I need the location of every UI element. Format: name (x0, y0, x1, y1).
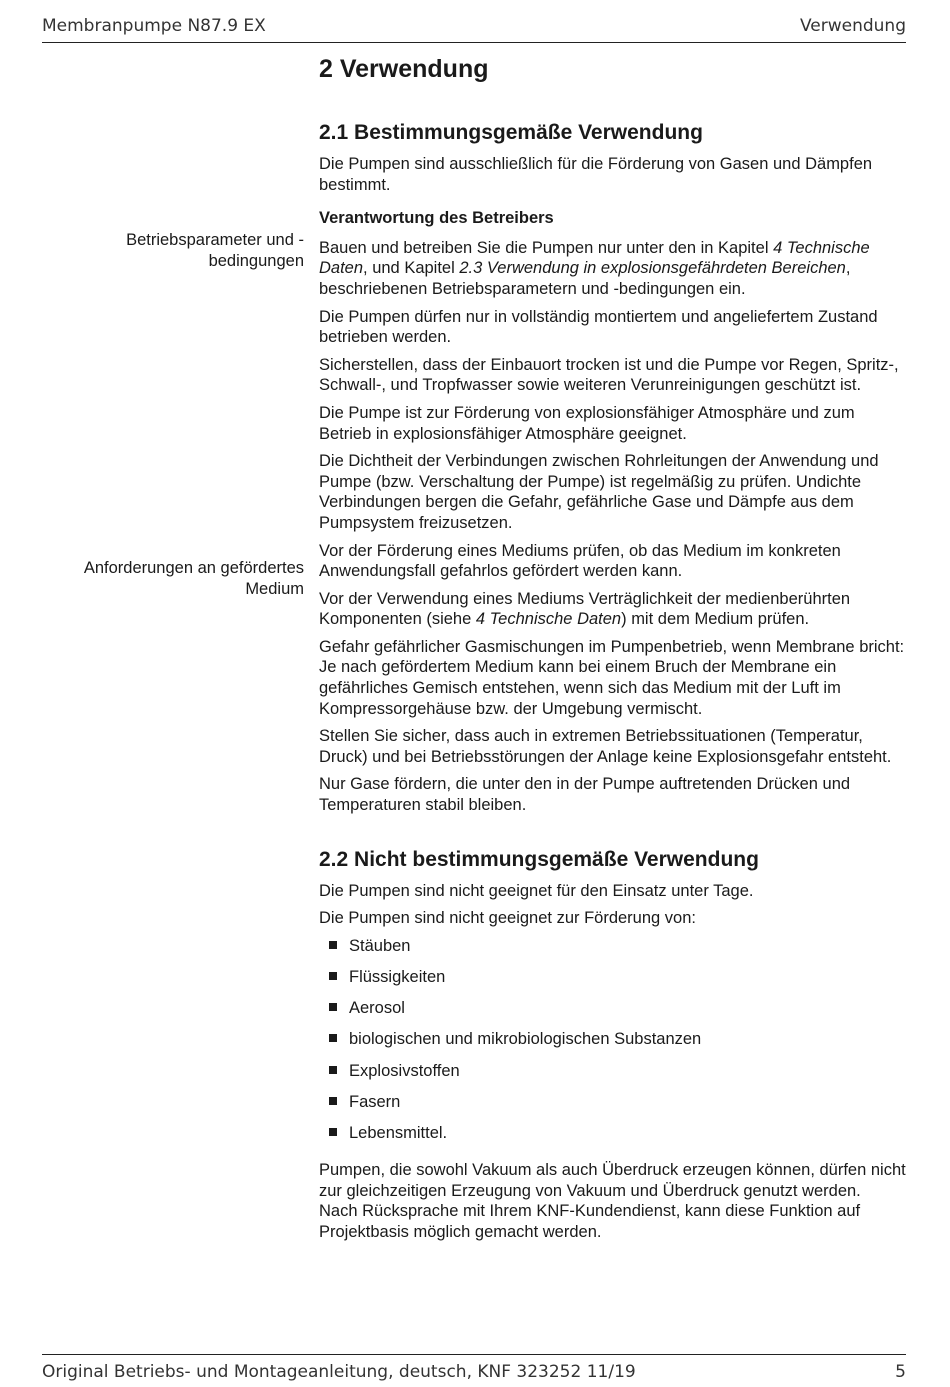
list-item: Flüssigkeiten (319, 967, 909, 998)
paragraph: Vor der Förderung eines Mediums prüfen, ob das Medium im konkreten Anwendungsfall gefahrlos gefördert werden kann. (319, 541, 841, 581)
text: , beschriebenen Betriebsparametern und -bedingungen ein. (319, 259, 851, 298)
paragraph: Die Pumpen dürfen nur in vollständig montiertem und angeliefertem Zustand betrieben werden. (319, 307, 878, 347)
section-title-intended-use: 2.1 Bestimmungsgemäße Verwendung (319, 121, 703, 144)
list-item: Lebensmittel. (319, 1123, 909, 1154)
section-title-improper-use: 2.2 Nicht bestimmungsgemäße Verwendung (319, 847, 759, 871)
header-section-name: Verwendung (799, 16, 906, 36)
header-rule (42, 42, 906, 43)
side-note-line: bedingungen (208, 251, 304, 270)
header-document-title: Membranpumpe N87.9 EX (42, 16, 266, 36)
cross-reference-link[interactable]: 4 Technische Daten (475, 610, 622, 629)
paragraph-compatibility (319, 589, 909, 630)
paragraph: Die Pumpe ist zur Förderung von explosionsfähiger Atmosphäre und zum Betrieb in explosionsfähiger Atmosphäre geeignet. (319, 403, 855, 443)
paragraph: Nur Gase fördern, die unter den in der Pumpe auftretenden Drücken und Temperaturen stabil bleiben. (319, 775, 851, 815)
side-note-line: Anforderungen an gefördertes (83, 559, 304, 577)
paragraph: Die Pumpen sind nicht geeignet zur Förderung von: (319, 909, 696, 928)
subheading-operator-responsibility: Verantwortung des Betreibers (319, 209, 554, 228)
chapter-title: 2 Verwendung (319, 55, 489, 83)
side-note-line: Betriebsparameter und - (126, 231, 304, 249)
list-item: Fasern (319, 1092, 909, 1123)
paragraph: Die Dichtheit der Verbindungen zwischen Rohrleitungen der Anwendung und Pumpe (bzw. Verschaltung der Pumpe) ist regelmäßig zu prüfen. Undichte Verbindungen bergen die Gefahr, gefährliche Gase und Dämpfe aus dem Pumpsystem freizusetzen. (319, 452, 879, 532)
side-note-medium-requirements (34, 558, 304, 599)
text: Bauen und betreiben Sie die Pumpen nur unter den in Kapitel (319, 238, 774, 257)
unsuitable-media-list (319, 936, 909, 1154)
text: ) mit dem Medium prüfen. (621, 610, 810, 629)
side-note-operating-parameters (34, 230, 304, 271)
footer-document-info: Original Betriebs- und Montageanleitung, deutsch, KNF 323252 11/19 (42, 1362, 636, 1382)
text: Vor der Verwendung eines Mediums Verträglichkeit der medienberührten Komponenten (siehe (319, 589, 851, 629)
list-item: biologischen und mikrobiologischen Substanzen (319, 1029, 909, 1060)
cross-reference-link[interactable]: 2.3 Verwendung in explosionsgefährdeten Bereichen (459, 259, 846, 278)
paragraph: Gefahr gefährlicher Gasmischungen im Pumpenbetrieb, wenn Membrane bricht: Je nach gefördertem Medium kann bei einem Bruch der Membrane ein gefährliches Gemisch entstehen, wenn sich das Medium mit der Luft im Kompressorgehäuse bzw. der Umgebung vermischt. (319, 637, 905, 718)
paragraph: Die Pumpen sind nicht geeignet für den Einsatz unter Tage. (319, 881, 754, 900)
list-item: Aerosol (319, 998, 909, 1029)
list-item: Explosivstoffen (319, 1061, 909, 1092)
page-number: 5 (895, 1362, 906, 1382)
side-note-line: Medium (245, 579, 304, 598)
text: , und Kapitel (363, 259, 460, 278)
list-item: Stäuben (319, 936, 909, 967)
paragraph: Pumpen, die sowohl Vakuum als auch Überdruck erzeugen können, dürfen nicht zur gleichzeitigen Erzeugung von Vakuum und Überdruck genutzt werden. (319, 1161, 906, 1200)
main-content (319, 54, 909, 1250)
paragraph: Sicherstellen, dass der Einbauort trocken ist und die Pumpe vor Regen, Spritz-, Schwall-, und Tropfwasser sowie weiteren Verunreinigungen geschützt ist. (319, 355, 899, 395)
paragraph-operating-parameters (319, 238, 909, 300)
paragraph: Stellen Sie sicher, dass auch in extremen Betriebssituationen (Temperatur, Druck) und bei Betriebsstörungen der Anlage keine Explosionsgefahr entsteht. (319, 727, 892, 766)
cross-reference-link[interactable]: 4 Technische Daten (319, 238, 870, 278)
footer-rule (42, 1354, 906, 1355)
paragraph: Die Pumpen sind ausschließlich für die Förderung von Gasen und Dämpfen bestimmt. (319, 155, 873, 194)
paragraph: Nach Rücksprache mit Ihrem KNF-Kundendienst, kann diese Funktion auf Projektbasis möglich gemacht werden. (319, 1202, 861, 1241)
